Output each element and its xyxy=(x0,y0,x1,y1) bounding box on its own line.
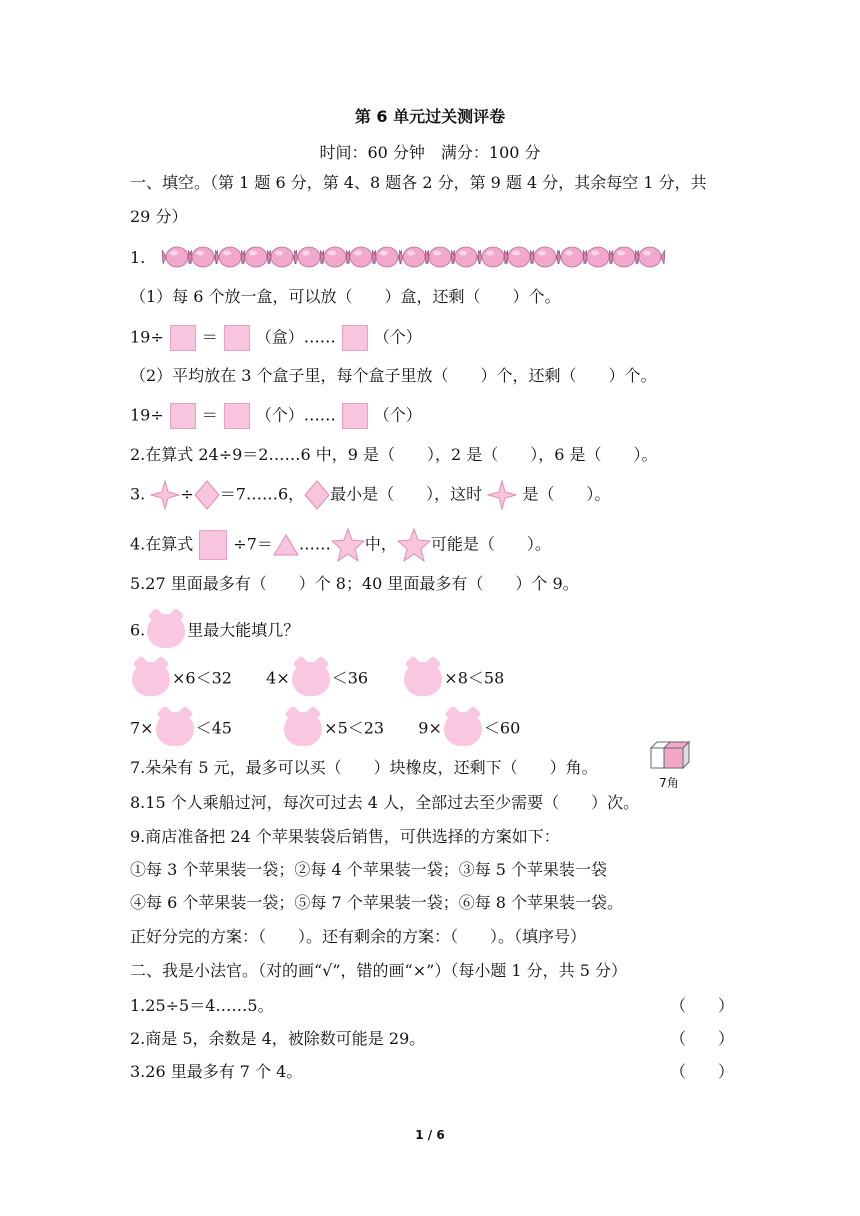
q6-label: 6. xyxy=(130,620,146,640)
q6-text: 4× xyxy=(266,668,290,688)
four-point-star-icon xyxy=(487,480,517,510)
answer-paren[interactable]: （ ） xyxy=(669,996,734,1015)
q1-eq1 xyxy=(130,325,422,351)
q3-text: 最小是（ ），这时 xyxy=(330,484,483,504)
section1-heading-line1: 一、填空。（第 1 题 6 分，第 4、8 题各 2 分，第 9 题 4 分，其余每空 1 分，共 xyxy=(130,173,707,192)
q4-text: …… xyxy=(298,534,331,554)
eraser-price: 7角 xyxy=(659,776,679,790)
answer-paren[interactable]: （ ） xyxy=(669,1062,734,1081)
q9-line4: 正好分完的方案：（ ）。还有剩余的方案：（ ）。（填序号） xyxy=(130,927,587,946)
q6-text: ＜45 xyxy=(195,718,232,738)
q3-text: 3. xyxy=(130,484,146,504)
q1-sub1: （1）每 6 个放一盒，可以放（ ）盒，还剩（ ）个。 xyxy=(130,287,561,306)
pig-icon xyxy=(147,614,185,648)
answer-box[interactable] xyxy=(342,325,368,351)
q7: 7.朵朵有 5 元，最多可以买（ ）块橡皮，还剩下（ ）角。 xyxy=(130,758,598,777)
q3 xyxy=(130,480,610,510)
judge-item-text: 1.25÷5＝4……5。 xyxy=(130,996,274,1015)
q6-heading xyxy=(130,614,299,648)
four-point-star-icon xyxy=(150,480,180,510)
eq-text: 19÷ xyxy=(130,405,164,425)
page-title: 第 6 单元过关测评卷 xyxy=(354,107,506,126)
star-icon xyxy=(331,528,365,562)
q4-text: ÷7＝ xyxy=(233,534,273,554)
eq-text: ＝ xyxy=(201,327,218,347)
diamond-icon xyxy=(304,480,330,510)
answer-box[interactable] xyxy=(170,403,196,429)
q4 xyxy=(130,528,551,562)
candy-row xyxy=(162,244,662,272)
answer-box[interactable] xyxy=(199,530,227,560)
q6-text: 里最大能填几？ xyxy=(187,620,300,640)
q9-line3: ④每 6 个苹果装一袋；⑤每 7 个苹果装一袋；⑥每 8 个苹果装一袋。 xyxy=(130,893,624,912)
q6-text: 7× xyxy=(130,718,154,738)
q5: 5.27 里面最多有（ ）个 8；40 里面最多有（ ）个 9。 xyxy=(130,574,579,593)
q9-line1: 9.商店准备把 24 个苹果装袋后销售，可供选择的方案如下： xyxy=(130,827,560,846)
pig-icon[interactable] xyxy=(156,712,194,746)
eq-text: ＝ xyxy=(201,405,218,425)
eraser-icon xyxy=(647,740,691,770)
candy-icon xyxy=(635,244,665,270)
eraser-image xyxy=(647,740,691,788)
judge-item xyxy=(130,994,734,1018)
q6-row1 xyxy=(130,662,504,696)
answer-box[interactable] xyxy=(224,403,250,429)
eq-text: （盒）…… xyxy=(255,327,336,347)
eq-text: （个） xyxy=(373,327,422,347)
q1-eq2 xyxy=(130,403,422,429)
judge-item-text: 2.商是 5，余数是 4，被除数可能是 29。 xyxy=(130,1029,426,1048)
star-icon xyxy=(397,528,431,562)
answer-box[interactable] xyxy=(342,403,368,429)
section2-heading: 二、我是小法官。（对的画“√”，错的画“×”）（每小题 1 分，共 5 分） xyxy=(130,961,628,980)
q6-text: ＜36 xyxy=(331,668,369,688)
q4-text: 4.在算式 xyxy=(130,534,194,554)
q6-text: ×5＜23 xyxy=(324,718,385,738)
q3-text: ＝7……6， xyxy=(219,484,305,504)
eq-text: 19÷ xyxy=(130,327,164,347)
pig-icon[interactable] xyxy=(292,662,330,696)
pig-icon[interactable] xyxy=(284,712,322,746)
pig-icon[interactable] xyxy=(444,712,482,746)
q6-row2 xyxy=(130,712,520,746)
eq-text: （个）…… xyxy=(255,405,336,425)
q1-label: 1. xyxy=(130,248,146,267)
answer-paren[interactable]: （ ） xyxy=(669,1029,734,1048)
eq-text: （个） xyxy=(373,405,422,425)
q2: 2.在算式 24÷9＝2……6 中，9 是（ ），2 是（ ），6 是（ ）。 xyxy=(130,445,658,464)
q3-text: 是（ ）。 xyxy=(522,484,611,504)
triangle-icon xyxy=(273,534,299,556)
q6-text: 9× xyxy=(418,718,442,738)
q1-sub2: （2）平均放在 3 个盒子里，每个盒子里放（ ）个，还剩（ ）个。 xyxy=(130,366,657,385)
judge-item xyxy=(130,1060,734,1084)
q4-text: 可能是（ ）。 xyxy=(430,534,551,554)
q6-text: ×6＜32 xyxy=(172,668,232,688)
q6-text: ＜60 xyxy=(483,718,521,738)
section1-heading-line2: 29 分） xyxy=(130,207,188,226)
pig-icon[interactable] xyxy=(132,662,170,696)
q3-text: ÷ xyxy=(180,484,194,504)
answer-box[interactable] xyxy=(170,325,196,351)
q6-text: ×8＜58 xyxy=(444,668,505,688)
q4-text: 中， xyxy=(364,534,397,554)
judge-item-text: 3.26 里最多有 7 个 4。 xyxy=(130,1062,303,1081)
q8: 8.15 个人乘船过河，每次可过去 4 人，全部过去至少需要（ ）次。 xyxy=(130,793,640,812)
page-number: 1 / 6 xyxy=(415,1128,445,1142)
page-subtitle: 时间：60 分钟 满分：100 分 xyxy=(319,143,541,162)
judge-item xyxy=(130,1027,734,1051)
answer-box[interactable] xyxy=(224,325,250,351)
q9-line2: ①每 3 个苹果装一袋；②每 4 个苹果装一袋；③每 5 个苹果装一袋 xyxy=(130,860,608,879)
diamond-icon xyxy=(194,480,220,510)
pig-icon[interactable] xyxy=(404,662,442,696)
